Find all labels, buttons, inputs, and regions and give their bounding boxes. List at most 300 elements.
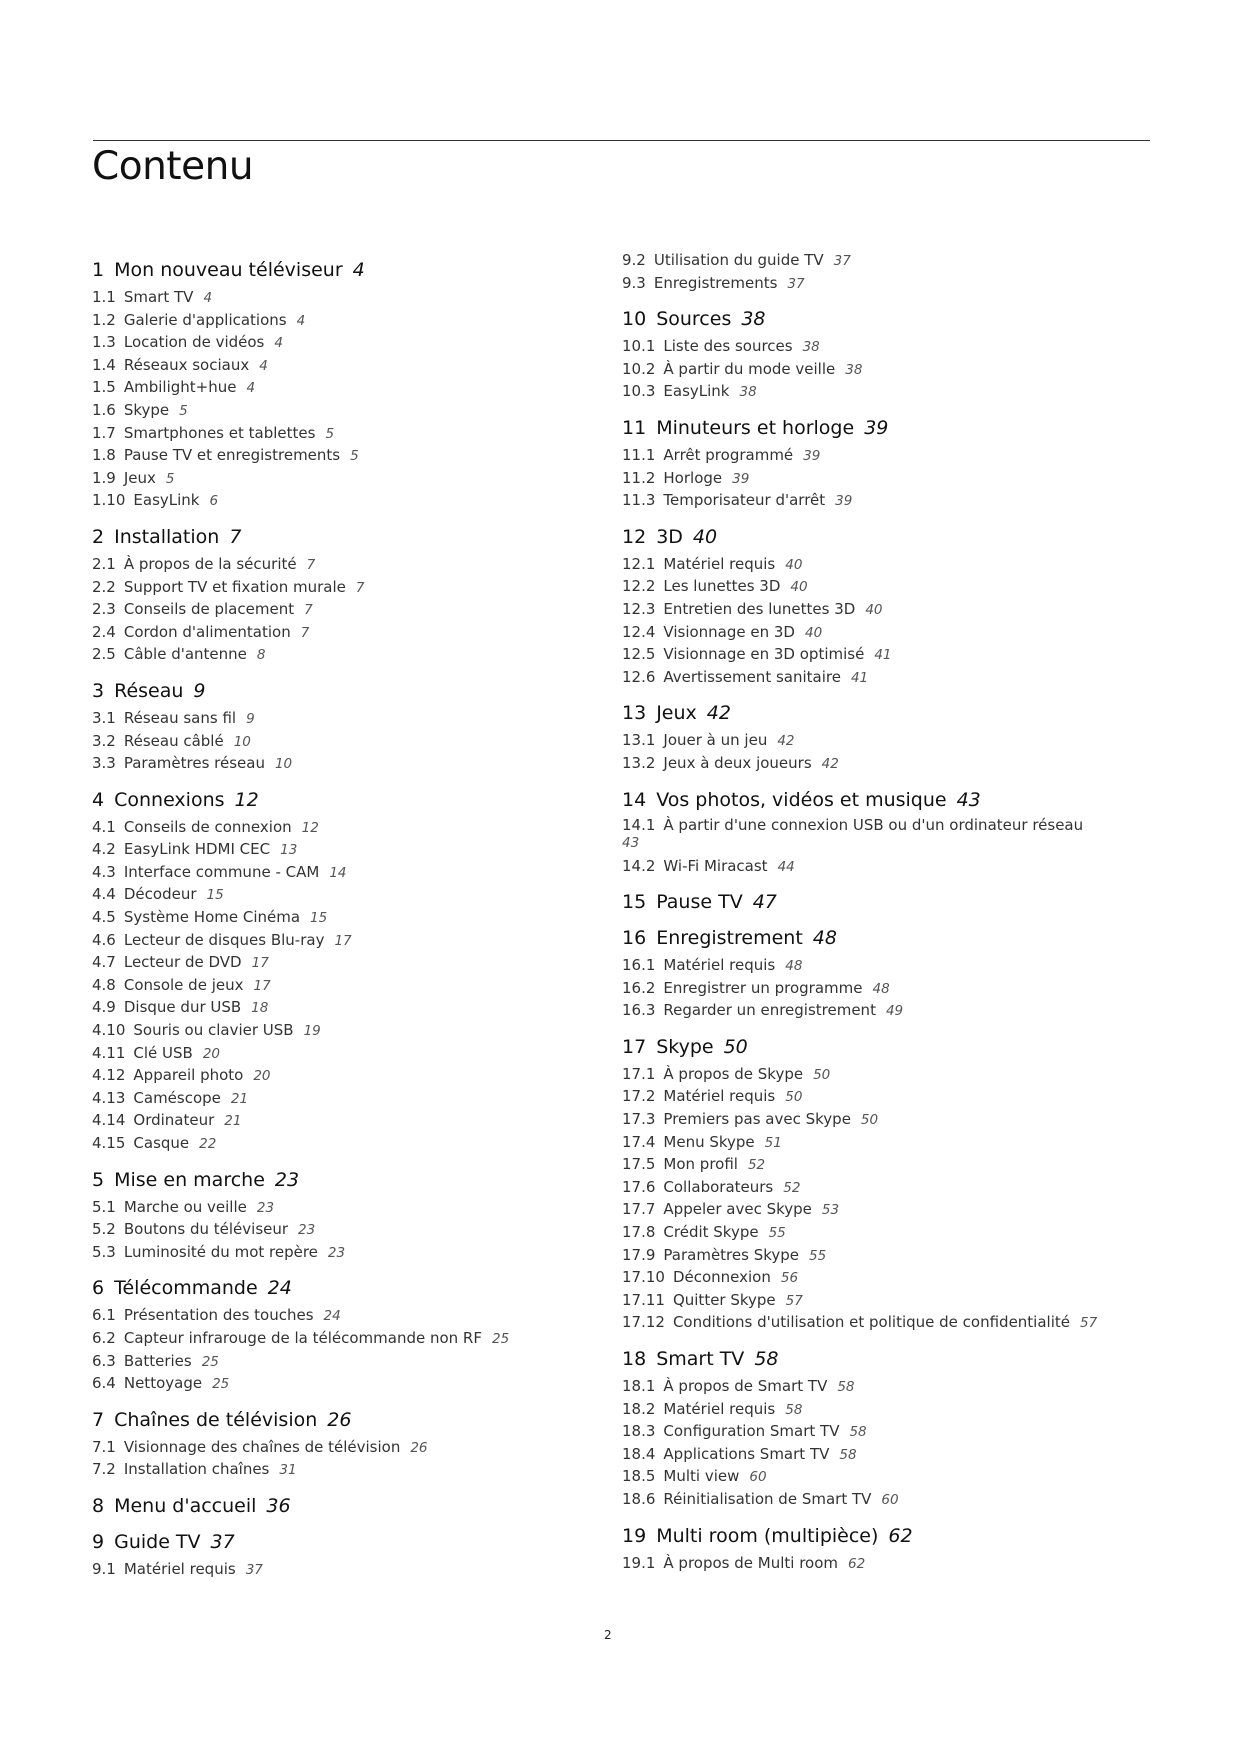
- entry-page: 5: [350, 448, 359, 465]
- entry-page: 40: [785, 556, 803, 573]
- toc-chapter[interactable]: [92, 1408, 602, 1432]
- entry-title: Visionnage en 3D optimisé: [663, 645, 865, 664]
- toc-chapter[interactable]: [92, 1530, 602, 1554]
- toc-entry[interactable]: [622, 955, 1142, 978]
- entry-number: 4.15: [92, 1134, 126, 1152]
- entry-number: 1.9: [92, 468, 116, 487]
- entry-number: 4.8: [92, 975, 116, 994]
- entry-number: 17.12: [622, 1313, 665, 1332]
- chapter-page: 40: [692, 525, 718, 548]
- entry-number: 6.3: [92, 1351, 116, 1370]
- entry-title: Conseils de placement: [123, 600, 295, 619]
- chapter-number: 6: [92, 1277, 105, 1300]
- chapter-page: 42: [706, 702, 731, 725]
- entry-number: 4.14: [92, 1111, 126, 1130]
- toc-entry[interactable]: [92, 997, 602, 1020]
- chapter-title: Enregistrement: [656, 927, 803, 950]
- entry-page: 43: [622, 834, 640, 851]
- entry-number: 3.3: [92, 754, 116, 773]
- toc-entry[interactable]: [92, 644, 602, 667]
- toc-entry[interactable]: [92, 862, 602, 885]
- entry-page: 60: [749, 1469, 767, 1486]
- toc-entry[interactable]: [622, 1290, 1142, 1313]
- entry-page: 15: [310, 910, 328, 927]
- toc-entry[interactable]: [622, 1064, 1142, 1087]
- entry-title: Multi view: [663, 1467, 740, 1486]
- toc-entry[interactable]: [92, 1020, 602, 1043]
- entry-number: 2.1: [92, 554, 116, 573]
- entry-title: Luminosité du mot repère: [123, 1242, 318, 1261]
- toc-entry[interactable]: [92, 622, 602, 645]
- entry-page: 12: [301, 819, 319, 836]
- toc-entry[interactable]: [92, 884, 602, 907]
- toc-chapter[interactable]: [622, 926, 1142, 950]
- toc-chapter[interactable]: [622, 788, 1142, 812]
- toc-chapter[interactable]: [92, 788, 602, 812]
- toc-entry[interactable]: [622, 1177, 1142, 1200]
- entry-title: Smart TV: [123, 288, 194, 306]
- entry-title: Temporisateur d'arrêt: [663, 491, 826, 510]
- chapter-page: 39: [864, 416, 889, 439]
- entry-title: Collaborateurs: [663, 1177, 774, 1196]
- chapter-page: 26: [327, 1408, 352, 1431]
- entry-number: 1.2: [92, 310, 116, 329]
- chapter-title: Vos photos, vidéos et musique: [656, 788, 947, 811]
- entry-page: 17: [253, 977, 271, 994]
- entry-title: Ordinateur: [133, 1111, 215, 1130]
- toc-entry[interactable]: [92, 1305, 602, 1328]
- chapter-number: 13: [622, 702, 647, 725]
- entry-number: 1.1: [92, 288, 116, 306]
- entry-title: Mon profil: [663, 1155, 738, 1174]
- toc-chapter[interactable]: [92, 1494, 602, 1518]
- entry-title: Caméscope: [133, 1088, 221, 1107]
- entry-page: 25: [201, 1353, 219, 1370]
- entry-title: À propos de Smart TV: [663, 1377, 828, 1395]
- entry-page: 53: [821, 1202, 840, 1219]
- toc-entry[interactable]: [622, 1109, 1142, 1132]
- entry-title: Jeux: [123, 468, 156, 487]
- toc-entry[interactable]: [622, 1086, 1142, 1109]
- chapter-page: 9: [193, 679, 206, 702]
- entry-title: Enregistrer un programme: [663, 978, 863, 997]
- entry-number: 14.2: [622, 856, 656, 875]
- toc-entry[interactable]: [622, 1421, 1142, 1444]
- toc-chapter[interactable]: [622, 890, 1142, 914]
- chapter-page: 62: [888, 1524, 913, 1547]
- entry-title: Horloge: [663, 468, 723, 487]
- entry-page: 4: [259, 357, 268, 374]
- header-rule: [93, 140, 1150, 141]
- chapter-number: 1: [92, 259, 105, 281]
- toc-entry[interactable]: [622, 1399, 1142, 1422]
- entry-title: Câble d'antenne: [123, 645, 247, 664]
- entry-title: Interface commune - CAM: [123, 862, 320, 881]
- page-title: Contenu: [92, 144, 254, 189]
- entry-title: Visionnage en 3D: [663, 622, 795, 641]
- chapter-number: 5: [92, 1168, 105, 1191]
- entry-title: Nettoyage: [123, 1374, 203, 1393]
- toc-entry[interactable]: [622, 1000, 1142, 1023]
- toc-entry[interactable]: [92, 1133, 602, 1156]
- entry-title: Crédit Skype: [663, 1223, 759, 1242]
- chapter-number: 7: [92, 1408, 105, 1431]
- toc-chapter[interactable]: [92, 1276, 602, 1300]
- entry-page: 15: [206, 887, 224, 904]
- entry-number: 7.2: [92, 1460, 116, 1479]
- entry-title: À propos de la sécurité: [123, 554, 297, 573]
- toc-entry[interactable]: [622, 250, 1142, 273]
- entry-page: 55: [809, 1247, 827, 1264]
- entry-page: 26: [410, 1439, 428, 1456]
- entry-title: Skype: [123, 400, 170, 419]
- toc-entry[interactable]: [622, 978, 1142, 1001]
- toc-entry[interactable]: [92, 1373, 602, 1396]
- toc-entry[interactable]: [622, 490, 1142, 513]
- entry-number: 1.6: [92, 400, 116, 419]
- chapter-title: Minuteurs et horloge: [656, 416, 855, 439]
- entry-page: 6: [209, 493, 219, 510]
- entry-page: 4: [296, 312, 306, 329]
- toc-entry[interactable]: [622, 667, 1142, 690]
- entry-page: 8: [256, 647, 266, 664]
- entry-title: Matériel requis: [123, 1559, 236, 1578]
- entry-number: 9.2: [622, 251, 646, 269]
- entry-page: 58: [849, 1424, 867, 1441]
- entry-title: Wi-Fi Miracast: [663, 856, 768, 875]
- entry-number: 2.3: [92, 600, 116, 619]
- entry-page: 58: [839, 1446, 857, 1463]
- entry-page: 7: [300, 624, 310, 641]
- toc-entry[interactable]: [622, 381, 1142, 404]
- entry-number: 17.2: [622, 1087, 656, 1106]
- entry-title: Matériel requis: [663, 1399, 776, 1418]
- entry-page: 17: [251, 955, 269, 972]
- entry-title: À propos de Multi room: [663, 1553, 839, 1572]
- toc-entry[interactable]: [92, 355, 602, 378]
- entry-number: 4.12: [92, 1066, 126, 1085]
- entry-page: 7: [304, 602, 313, 619]
- entry-number: 4.2: [92, 840, 116, 859]
- entry-title: Disque dur USB: [123, 998, 242, 1017]
- entry-title: Les lunettes 3D: [663, 577, 781, 596]
- toc-entry[interactable]: [622, 753, 1142, 776]
- entry-number: 12.3: [622, 599, 656, 618]
- entry-page: 23: [298, 1222, 316, 1239]
- toc-entry[interactable]: [92, 1043, 602, 1066]
- toc-entry[interactable]: [622, 856, 1142, 879]
- chapter-page: 43: [956, 788, 981, 811]
- entry-number: 14.1: [622, 815, 656, 834]
- toc-entry[interactable]: [622, 1376, 1142, 1399]
- entry-page: 37: [787, 275, 805, 292]
- entry-title: Cordon d'alimentation: [123, 622, 291, 641]
- entry-page: 19: [303, 1023, 321, 1040]
- toc-entry[interactable]: [92, 577, 602, 600]
- entry-title: Souris ou clavier USB: [133, 1021, 294, 1040]
- entry-page: 17: [334, 932, 352, 949]
- toc-entry[interactable]: [92, 287, 602, 310]
- entry-number: 19.1: [622, 1553, 656, 1572]
- entry-page: 56: [780, 1270, 799, 1287]
- entry-title: À propos de Skype: [663, 1064, 804, 1083]
- chapter-title: Guide TV: [114, 1530, 201, 1553]
- toc-entry[interactable]: [622, 1312, 1142, 1335]
- toc-entry[interactable]: [92, 377, 602, 400]
- entry-title: Décodeur: [123, 885, 197, 904]
- toc-entry[interactable]: [92, 907, 602, 930]
- entry-page: 62: [848, 1555, 866, 1572]
- entry-number: 17.4: [622, 1132, 656, 1151]
- entry-page: 57: [1079, 1315, 1098, 1332]
- entry-page: 24: [323, 1308, 341, 1325]
- toc-entry[interactable]: [92, 731, 602, 754]
- toc-right-column: [622, 250, 1142, 1575]
- entry-title: Jouer à un jeu: [663, 731, 768, 750]
- entry-number: 4.3: [92, 862, 116, 881]
- entry-number: 12.2: [622, 577, 656, 596]
- toc-entry[interactable]: [622, 445, 1142, 468]
- entry-title: Support TV et fixation murale: [123, 577, 346, 596]
- toc-chapter[interactable]: [622, 525, 1142, 549]
- toc-entry[interactable]: [92, 1459, 602, 1482]
- toc-entry[interactable]: [622, 336, 1142, 359]
- entry-page: 38: [739, 384, 757, 401]
- entry-number: 9.3: [622, 273, 646, 292]
- entry-number: 1.7: [92, 423, 116, 442]
- toc-entry[interactable]: [92, 1065, 602, 1088]
- entry-page: 4: [274, 335, 283, 352]
- entry-number: 4.10: [92, 1021, 126, 1040]
- entry-title: Casque: [133, 1134, 190, 1152]
- entry-title: Appeler avec Skype: [663, 1200, 812, 1219]
- entry-number: 4.6: [92, 930, 116, 949]
- entry-number: 17.9: [622, 1245, 656, 1264]
- chapter-number: 3: [92, 679, 105, 702]
- entry-number: 3.2: [92, 731, 116, 750]
- entry-number: 10.3: [622, 382, 656, 401]
- toc-entry[interactable]: [622, 644, 1142, 667]
- entry-number: 1.4: [92, 355, 116, 374]
- entry-number: 18.4: [622, 1444, 656, 1463]
- toc-chapter[interactable]: [622, 416, 1142, 440]
- toc-entry[interactable]: [92, 1328, 602, 1351]
- entry-title: Applications Smart TV: [663, 1444, 830, 1463]
- toc-entry[interactable]: [92, 839, 602, 862]
- chapter-page: 47: [752, 891, 777, 914]
- entry-page: 10: [233, 733, 251, 750]
- toc-entry[interactable]: [92, 1088, 602, 1111]
- toc-entry[interactable]: [622, 1489, 1142, 1512]
- toc-entry[interactable]: [92, 1437, 602, 1460]
- toc-entry[interactable]: [92, 1351, 602, 1374]
- entry-number: 5.3: [92, 1242, 116, 1261]
- toc-chapter[interactable]: [622, 1035, 1142, 1059]
- chapter-page: 12: [234, 788, 259, 811]
- toc-chapter[interactable]: [622, 701, 1142, 725]
- toc-entry[interactable]: [92, 930, 602, 953]
- entry-number: 17.7: [622, 1200, 656, 1219]
- toc-entry[interactable]: [622, 1466, 1142, 1489]
- entry-number: 4.4: [92, 885, 116, 904]
- entry-number: 17.11: [622, 1290, 665, 1309]
- toc-chapter[interactable]: [92, 679, 602, 703]
- toc-entry[interactable]: [92, 554, 602, 577]
- entry-number: 1.8: [92, 446, 116, 465]
- chapter-title: Télécommande: [114, 1277, 258, 1300]
- entry-page: 44: [777, 858, 795, 875]
- toc-entry[interactable]: [92, 1242, 602, 1265]
- entry-number: 17.3: [622, 1110, 656, 1129]
- toc-entry[interactable]: [92, 400, 602, 423]
- entry-page: 52: [747, 1157, 766, 1174]
- toc-chapter[interactable]: [622, 1347, 1142, 1371]
- entry-page: 21: [230, 1090, 249, 1107]
- entry-number: 11.1: [622, 445, 656, 464]
- entry-page: 48: [785, 958, 803, 975]
- toc-entry[interactable]: [622, 622, 1142, 645]
- entry-page: 39: [732, 470, 750, 487]
- toc-entry[interactable]: [622, 1267, 1142, 1290]
- toc-entry[interactable]: [92, 753, 602, 776]
- toc-entry[interactable]: [622, 1444, 1142, 1467]
- toc-chapter[interactable]: [92, 1168, 602, 1192]
- entry-page: 41: [874, 647, 892, 664]
- chapter-title: Menu d'accueil: [114, 1494, 257, 1517]
- toc-entry[interactable]: [92, 975, 602, 998]
- entry-page: 4: [246, 380, 256, 397]
- entry-page: 49: [885, 1003, 904, 1020]
- entry-page: 42: [777, 733, 795, 750]
- entry-number: 4.7: [92, 953, 116, 972]
- entry-title: Pause TV et enregistrements: [123, 446, 341, 465]
- entry-number: 12.5: [622, 645, 656, 664]
- entry-title: Utilisation du guide TV: [653, 251, 824, 269]
- entry-number: 10.1: [622, 337, 656, 356]
- entry-number: 5.1: [92, 1197, 116, 1216]
- entry-title: Conditions d'utilisation et politique de confidentialité: [672, 1313, 1070, 1332]
- entry-page: 5: [165, 470, 175, 487]
- entry-number: 6.4: [92, 1374, 116, 1393]
- toc-entry[interactable]: [622, 817, 1142, 852]
- toc-entry[interactable]: [622, 1553, 1142, 1576]
- entry-title: Matériel requis: [663, 1087, 776, 1106]
- entry-title: Smartphones et tablettes: [123, 423, 316, 442]
- toc-entry[interactable]: [92, 445, 602, 468]
- toc-entry[interactable]: [92, 423, 602, 446]
- chapter-number: 2: [92, 525, 105, 548]
- toc-entry[interactable]: [622, 1154, 1142, 1177]
- toc-entry[interactable]: [92, 708, 602, 731]
- toc-entry[interactable]: [622, 576, 1142, 599]
- toc-entry[interactable]: [92, 952, 602, 975]
- entry-page: 40: [790, 579, 808, 596]
- entry-page: 55: [768, 1225, 786, 1242]
- entry-title: À partir d'une connexion USB ou d'un ordinateur réseau: [663, 815, 1084, 834]
- entry-number: 4.11: [92, 1043, 126, 1062]
- entry-page: 7: [355, 579, 365, 596]
- entry-page: 50: [860, 1112, 879, 1129]
- entry-page: 23: [327, 1244, 346, 1261]
- entry-title: Batteries: [123, 1351, 192, 1370]
- toc-entry[interactable]: [92, 1559, 602, 1582]
- chapter-title: Réseau: [114, 679, 184, 702]
- entry-number: 1.5: [92, 378, 116, 397]
- entry-number: 12.1: [622, 554, 656, 573]
- entry-title: EasyLink: [663, 382, 730, 401]
- entry-number: 2.4: [92, 622, 116, 641]
- entry-number: 18.1: [622, 1377, 656, 1395]
- chapter-title: 3D: [656, 525, 683, 548]
- toc-entry[interactable]: [92, 468, 602, 491]
- entry-page: 4: [203, 290, 213, 306]
- entry-page: 57: [785, 1292, 803, 1309]
- toc-chapter[interactable]: [622, 307, 1142, 331]
- toc-entry[interactable]: [92, 332, 602, 355]
- toc-entry[interactable]: [622, 1132, 1142, 1155]
- toc-entry[interactable]: [92, 817, 602, 840]
- entry-page: 25: [212, 1376, 230, 1393]
- toc-entry[interactable]: [622, 554, 1142, 577]
- toc-entry[interactable]: [622, 730, 1142, 753]
- entry-number: 18.6: [622, 1489, 656, 1508]
- entry-page: 58: [785, 1401, 803, 1418]
- chapter-number: 15: [622, 891, 647, 914]
- entry-number: 9.1: [92, 1559, 116, 1578]
- chapter-number: 12: [622, 525, 647, 548]
- entry-page: 7: [306, 556, 316, 573]
- toc-chapter[interactable]: [92, 258, 602, 282]
- entry-title: Regarder un enregistrement: [663, 1001, 876, 1020]
- toc-entry[interactable]: [622, 1222, 1142, 1245]
- chapter-number: 8: [92, 1494, 105, 1517]
- page-number: 2: [604, 1628, 612, 1642]
- entry-title: Premiers pas avec Skype: [663, 1110, 851, 1129]
- entry-title: EasyLink: [133, 491, 200, 510]
- toc-entry[interactable]: [622, 359, 1142, 382]
- entry-page: 58: [837, 1379, 855, 1395]
- toc-entry[interactable]: [622, 468, 1142, 491]
- toc-entry[interactable]: [622, 599, 1142, 622]
- entry-number: 18.2: [622, 1399, 656, 1418]
- toc-entry[interactable]: [92, 1197, 602, 1220]
- entry-number: 17.10: [622, 1268, 665, 1287]
- toc-chapter[interactable]: [92, 525, 602, 549]
- chapter-page: 36: [266, 1494, 291, 1517]
- chapter-title: Jeux: [656, 702, 697, 725]
- entry-number: 4.9: [92, 998, 116, 1017]
- chapter-title: Installation: [114, 525, 220, 548]
- toc-entry[interactable]: [622, 1199, 1142, 1222]
- entry-title: Installation chaînes: [123, 1460, 270, 1479]
- entry-number: 4.13: [92, 1088, 126, 1107]
- entry-title: Enregistrements: [653, 273, 778, 292]
- entry-title: Entretien des lunettes 3D: [663, 599, 856, 618]
- entry-title: Matériel requis: [663, 956, 776, 975]
- toc-entry[interactable]: [92, 1219, 602, 1242]
- toc-entry[interactable]: [92, 310, 602, 333]
- chapter-page: 50: [723, 1035, 748, 1058]
- chapter-number: 14: [622, 788, 647, 811]
- entry-number: 1.3: [92, 333, 116, 352]
- toc-entry[interactable]: [92, 599, 602, 622]
- toc-chapter[interactable]: [622, 1524, 1142, 1548]
- toc-entry[interactable]: [622, 273, 1142, 296]
- toc-entry[interactable]: [622, 1245, 1142, 1268]
- toc-entry[interactable]: [92, 490, 602, 513]
- toc-entry[interactable]: [92, 1110, 602, 1133]
- chapter-number: 11: [622, 416, 647, 439]
